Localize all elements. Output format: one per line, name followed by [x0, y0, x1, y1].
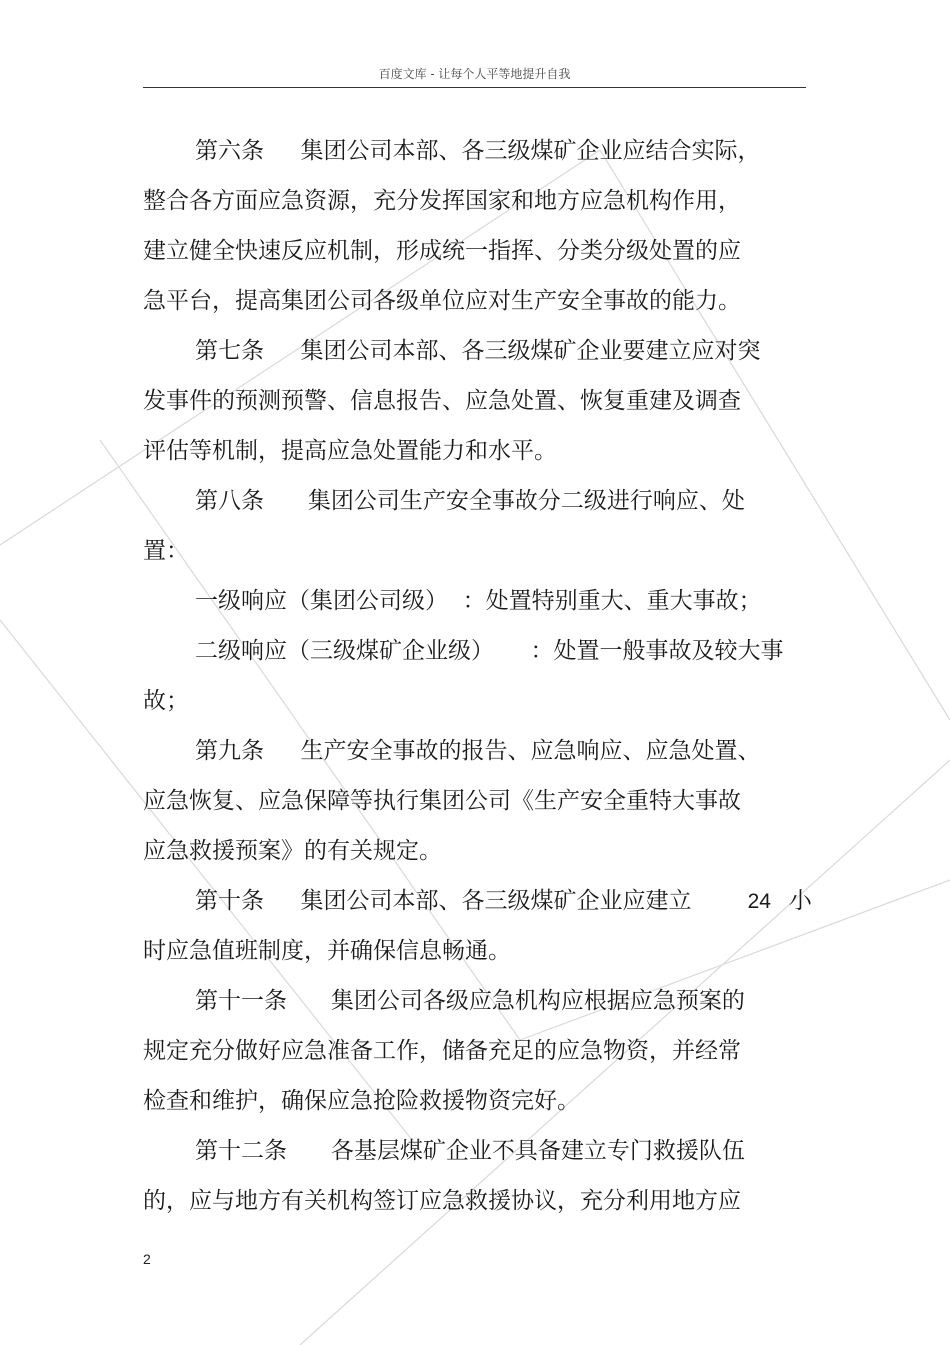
article-6-line-3: 建立健全快速反应机制，形成统一指挥、分类分级处置的应: [143, 238, 741, 264]
article-7-line-3: 评估等机制，提高应急处置能力和水平。: [143, 438, 557, 464]
article-9-line-1: 第九条 生产安全事故的报告、应急响应、应急处置、: [195, 738, 761, 764]
page-number: 2: [143, 1251, 151, 1267]
article-12-line-1: 第十二条 各基层煤矿企业不具备建立专门救援队伍: [195, 1138, 745, 1164]
article-9-line-2: 应急恢复、应急保障等执行集团公司《生产安全重特大事故: [143, 788, 741, 814]
article-10-line-1: [143, 876, 812, 926]
article-11-line-2: 规定充分做好应急准备工作，储备充足的应急物资，并经常: [143, 1038, 741, 1064]
document-body: [143, 126, 812, 1226]
response-level-2-line-2: 故；: [143, 688, 189, 714]
article-10-line-2: 时应急值班制度，并确保信息畅通。: [143, 938, 511, 964]
article-10-text: 第十条 集团公司本部、各三级煤矿企业应建立: [195, 888, 692, 914]
article-11-line-1: 第十一条 集团公司各级应急机构应根据应急预案的: [195, 988, 745, 1014]
response-level-1: 一级响应（集团公司级） ：处置特别重大、重大事故；: [195, 588, 762, 614]
article-8-line-1: 第八条 集团公司生产安全事故分二级进行响应、处: [195, 488, 745, 514]
article-11-line-3: 检查和维护，确保应急抢险救援物资完好。: [143, 1088, 580, 1114]
article-6-line-2: 整合各方面应急资源，充分发挥国家和地方应急机构作用，: [143, 188, 741, 214]
article-6-line-1: 第六条 集团公司本部、各三级煤矿企业应结合实际，: [195, 138, 761, 164]
response-level-2-line-1: 二级响应（三级煤矿企业级） ：处置一般事故及较大事: [195, 638, 784, 664]
article-7-line-1: 第七条 集团公司本部、各三级煤矿企业要建立应对突: [195, 338, 761, 364]
article-8-line-2: 置：: [143, 538, 189, 564]
article-6-line-4: 急平台，提高集团公司各级单位应对生产安全事故的能力。: [143, 288, 741, 314]
article-12-line-2: 的，应与地方有关机构签订应急救援协议，充分利用地方应: [143, 1188, 741, 1214]
hours-unit: 小: [788, 888, 812, 914]
article-7-line-2: 发事件的预测预警、信息报告、应急处置、恢复重建及调查: [143, 388, 741, 414]
page-header: 百度文库 - 让每个人平等地提升自我: [143, 63, 806, 88]
article-9-line-3: 应急救援预案》的有关规定。: [143, 838, 442, 864]
hours-number: 24: [747, 890, 771, 913]
